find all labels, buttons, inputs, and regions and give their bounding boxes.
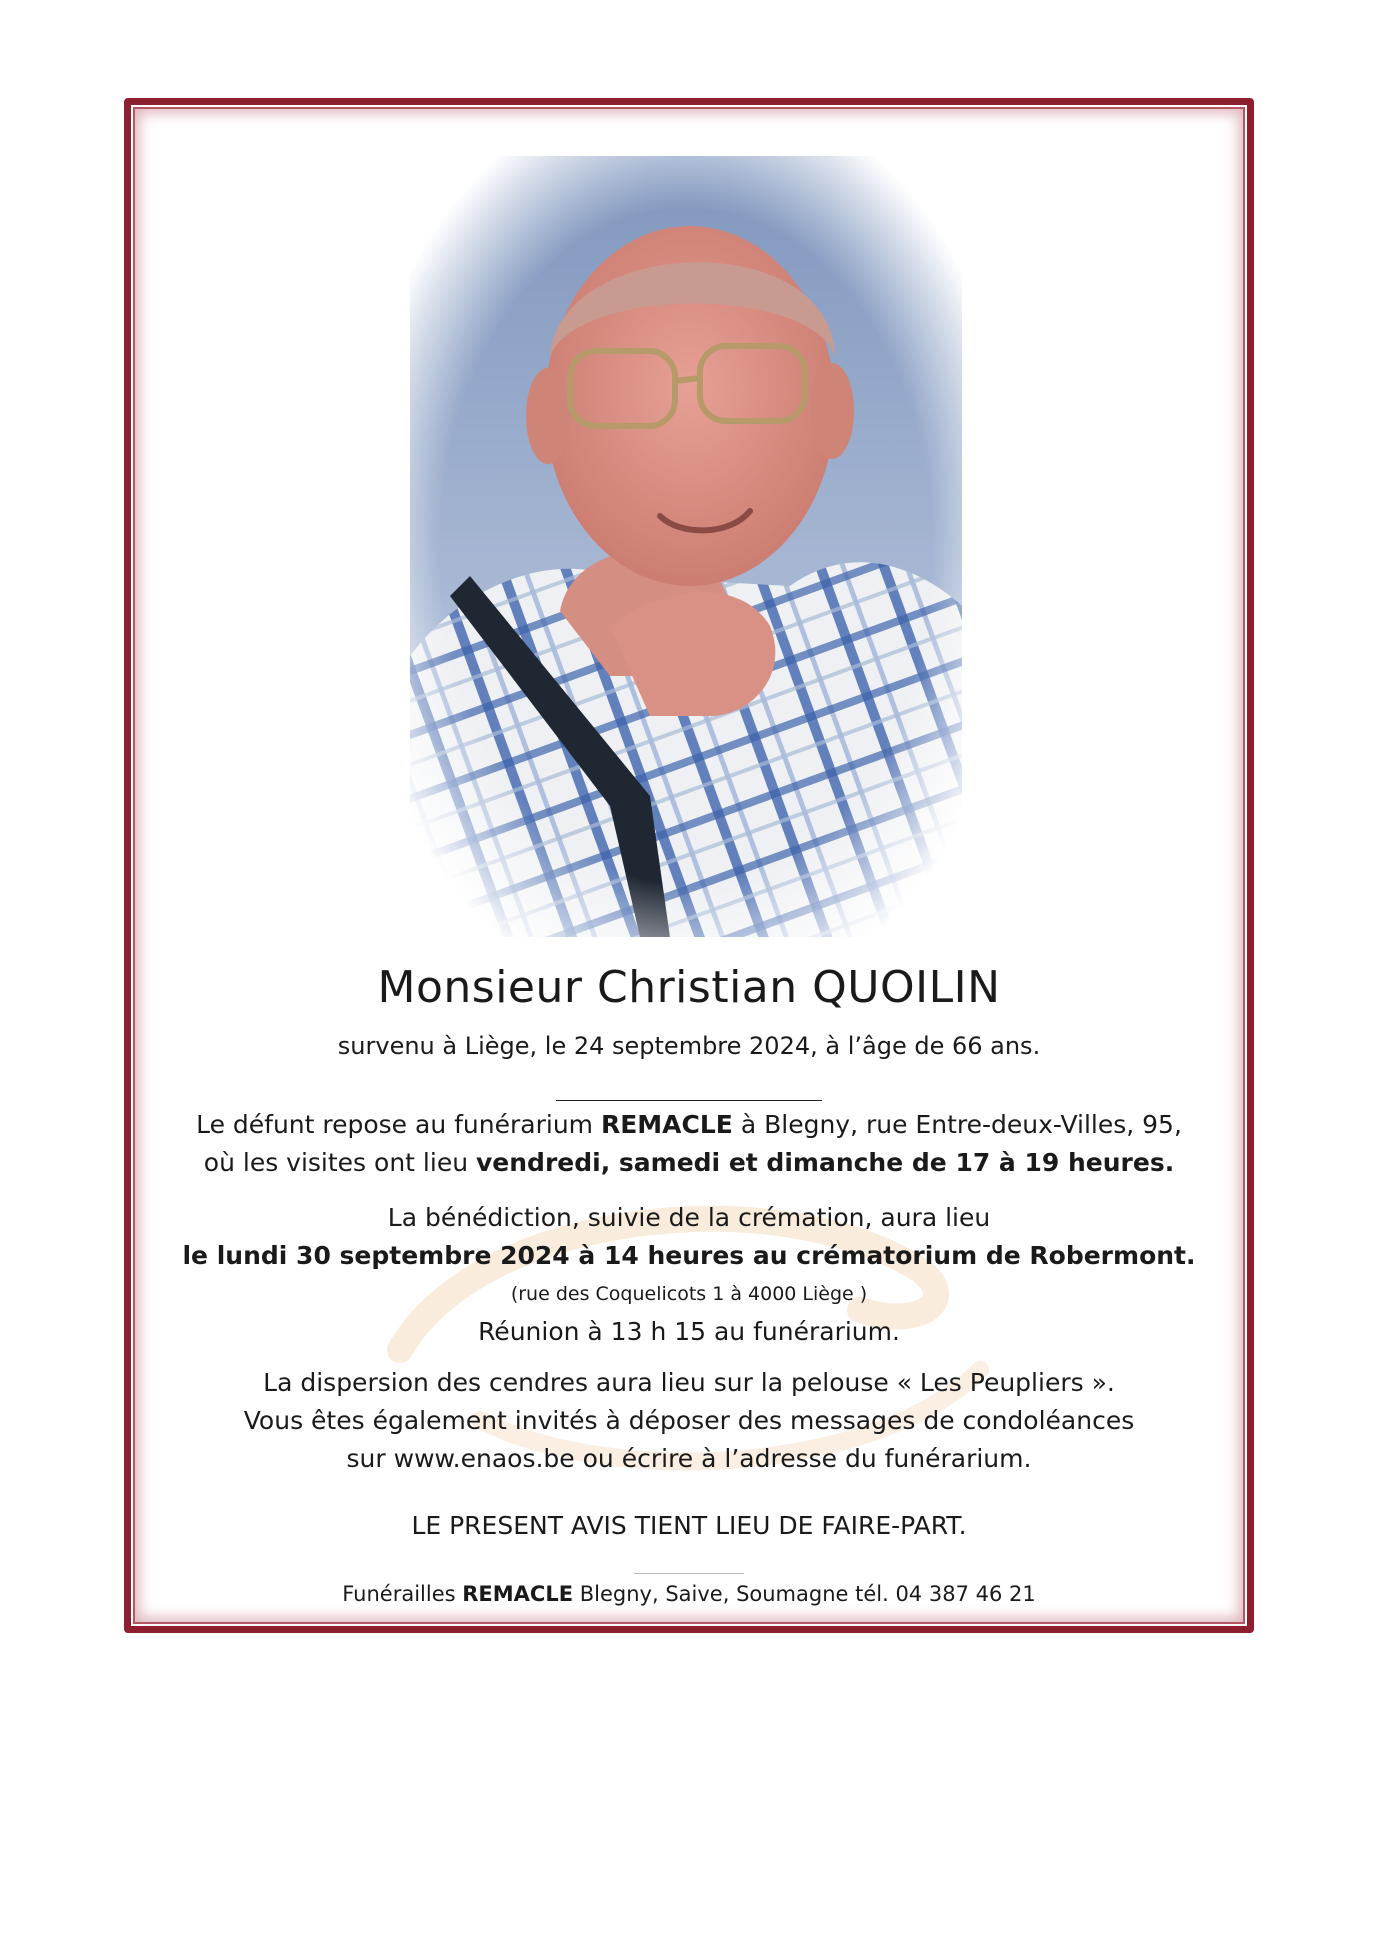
dispersion-line-3: sur www.enaos.be ou écrire à l’adresse du funérarium.: [346, 1444, 1032, 1473]
death-details: survenu à Liège, le 24 septembre 2024, à l’âge de 66 ans.: [337, 1032, 1041, 1060]
divider: [556, 1100, 822, 1101]
visitation-line-1-text: Le défunt repose au funérarium: [196, 1110, 601, 1139]
ceremony-paragraph: [124, 1199, 1254, 1351]
visitation-line-2-text: où les visites ont lieu: [203, 1148, 476, 1177]
dispersion-line-1: La dispersion des cendres aura lieu sur la pelouse « Les Peupliers ».: [263, 1368, 1115, 1397]
portrait-photo: [410, 156, 962, 937]
visitation-line-2: [124, 1144, 1254, 1182]
dispersion-paragraph: [124, 1364, 1254, 1478]
dispersion-line-2: Vous êtes également invités à déposer des messages de condoléances: [243, 1406, 1135, 1435]
crematorium-address: (rue des Coquelicots 1 à 4000 Liège ): [510, 1283, 868, 1305]
visitation-paragraph: [124, 1106, 1254, 1182]
ceremony-line-1: La bénédiction, suivie de la crémation, aura lieu: [387, 1203, 991, 1232]
footer-company: REMACLE: [462, 1582, 574, 1606]
footer-prefix: Funérailles: [342, 1582, 463, 1606]
visitation-line-1: [124, 1106, 1254, 1144]
meeting-time: Réunion à 13 h 15 au funérarium.: [478, 1317, 900, 1346]
footer-contact: Blegny, Saive, Soumagne tél. 04 387 46 21: [573, 1582, 1036, 1606]
visitation-times: vendredi, samedi et dimanche de 17 à 19 heures.: [476, 1148, 1175, 1177]
funeral-home-name: REMACLE: [600, 1110, 733, 1139]
faire-part-notice: LE PRESENT AVIS TIENT LIEU DE FAIRE-PART.: [411, 1511, 967, 1540]
footer-divider: [634, 1573, 744, 1574]
deceased-name: Monsieur Christian QUOILIN: [377, 962, 1001, 1013]
ceremony-date: le lundi 30 septembre 2024 à 14 heures au crématorium de Robermont.: [182, 1241, 1196, 1270]
footer: [124, 1582, 1254, 1606]
visitation-address: à Blegny, rue Entre-deux-Villes, 95,: [732, 1110, 1182, 1139]
